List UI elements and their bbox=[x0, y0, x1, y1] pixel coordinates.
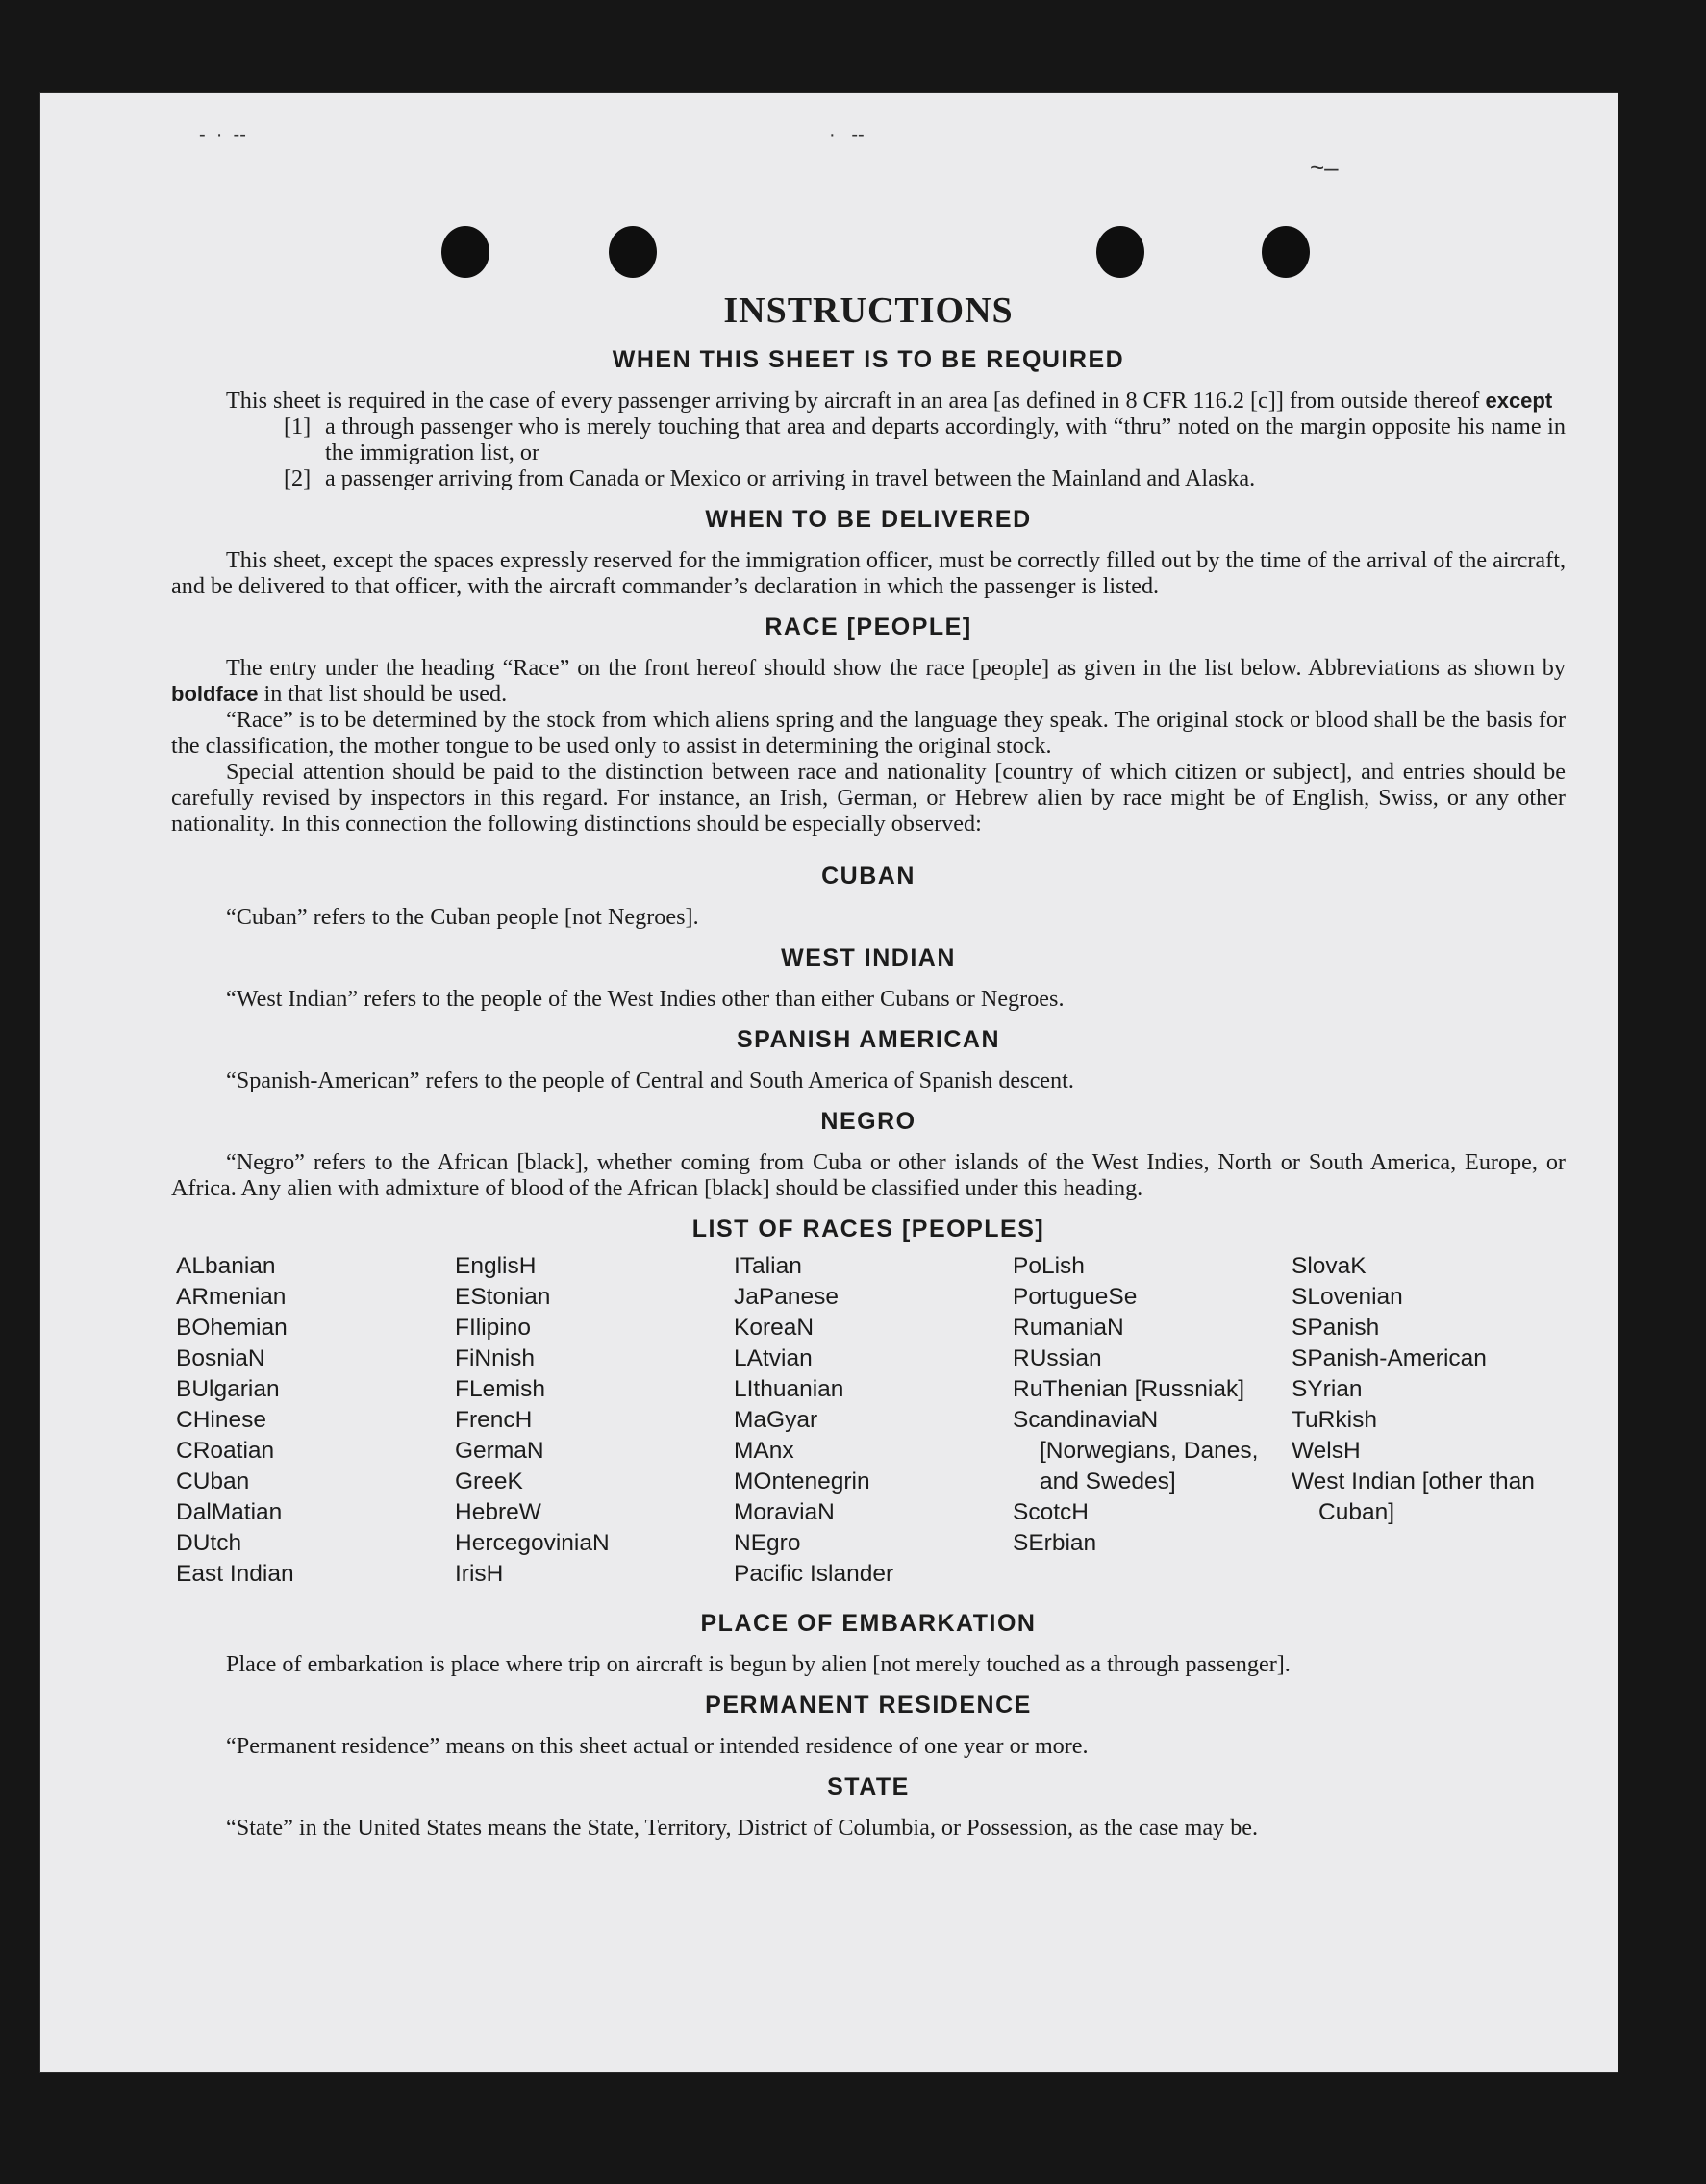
race-item: MaGyar bbox=[734, 1407, 818, 1433]
race-item: SLovenian bbox=[1292, 1284, 1403, 1310]
heading-west-indian: WEST INDIAN bbox=[781, 944, 956, 971]
item-number: [2] bbox=[284, 465, 312, 491]
list-item bbox=[284, 465, 1566, 491]
paragraph-race-2: “Race” is to be determined by the stock from which aliens spring and the language they speak. The original stock or blood shall be the basis for the classification, the mother tongue to be used only to assist in determining the original stock. bbox=[171, 707, 1566, 759]
race-item: HebreW bbox=[455, 1499, 541, 1525]
scan-speck: ‐ · -‐ bbox=[199, 124, 246, 145]
race-item: FiNnish bbox=[455, 1345, 536, 1371]
item-text: a through passenger who is merely touching that area and departs accordingly, with “thru” noted on the margin opposite his name in the immigration list, or bbox=[325, 414, 1566, 465]
race-item: SYrian bbox=[1292, 1376, 1363, 1402]
race-item: ScotcH bbox=[1013, 1499, 1089, 1525]
paragraph-when-required bbox=[171, 388, 1566, 414]
race-item: FIlipino bbox=[455, 1315, 531, 1341]
races-table bbox=[176, 1251, 1566, 1590]
race-item: DalMatian bbox=[176, 1499, 283, 1525]
race-item: MAnx bbox=[734, 1438, 794, 1464]
races-column bbox=[176, 1251, 455, 1590]
race-item: East Indian bbox=[176, 1561, 294, 1587]
race-item: MoraviaN bbox=[734, 1499, 835, 1525]
heading-list-of-races: LIST OF RACES [PEOPLES] bbox=[691, 1216, 1045, 1243]
heading-when-required: WHEN THIS SHEET IS TO BE REQUIRED bbox=[612, 346, 1125, 373]
heading-embarkation: PLACE OF EMBARKATION bbox=[700, 1610, 1037, 1637]
paragraph-permanent-residence: “Permanent residence” means on this sheet actual or intended residence of one year or more. bbox=[226, 1733, 1089, 1759]
races-column bbox=[455, 1251, 734, 1590]
race-item: KoreaN bbox=[734, 1315, 815, 1341]
heading-state: STATE bbox=[827, 1773, 910, 1800]
race-item: EStonian bbox=[455, 1284, 551, 1310]
paragraph-race-1 bbox=[171, 655, 1566, 707]
item-text: a passenger arriving from Canada or Mexico or arriving in travel between the Mainland and Alaska. bbox=[325, 465, 1256, 491]
race-item: FLemish bbox=[455, 1376, 545, 1402]
race-item: IrisH bbox=[455, 1561, 504, 1587]
race-item: RumaniaN bbox=[1013, 1315, 1124, 1341]
paragraph-spanish-american: “Spanish-American” refers to the people of Central and South America of Spanish descent. bbox=[226, 1067, 1074, 1093]
race-item: BosniaN bbox=[176, 1345, 265, 1371]
race-item: MOntenegrin bbox=[734, 1469, 870, 1494]
heading-race: RACE [PEOPLE] bbox=[765, 614, 972, 640]
races-column bbox=[1013, 1251, 1292, 1590]
race-item: SErbian bbox=[1013, 1530, 1097, 1556]
race-item: ARmenian bbox=[176, 1284, 287, 1310]
document-title: INSTRUCTIONS bbox=[723, 290, 1014, 331]
except-emphasis: except bbox=[1485, 389, 1553, 413]
race-item: ITalian bbox=[734, 1253, 802, 1279]
punch-hole bbox=[1096, 226, 1144, 278]
race-item: SPanish-American bbox=[1292, 1345, 1487, 1371]
race-item: ALbanian bbox=[176, 1253, 276, 1279]
boldface-emphasis: boldface bbox=[171, 682, 259, 706]
paragraph-race-3: Special attention should be paid to the distinction between race and nationality [country of which citizen or subject], and entries should be carefully revised by inspectors in this regard. For instance, an Irish, German, or Hebrew alien by race might be of English, Swiss, or any other nationality. In this connection the following distinctions should be especially observed: bbox=[171, 759, 1566, 837]
race-item: RUssian bbox=[1013, 1345, 1102, 1371]
race-item: LAtvian bbox=[734, 1345, 813, 1371]
heading-negro: NEGRO bbox=[820, 1108, 916, 1135]
race-p1-text: The entry under the heading “Race” on the front hereof should show the race [people] as given in the list below. Abbreviations as shown by bbox=[226, 655, 1566, 681]
races-column bbox=[1292, 1251, 1570, 1590]
race-item: Pacific Islander bbox=[734, 1561, 894, 1587]
item-number: [1] bbox=[284, 414, 312, 439]
punch-hole bbox=[441, 226, 489, 278]
race-item: JaPanese bbox=[734, 1284, 839, 1310]
heading-permanent-residence: PERMANENT RESIDENCE bbox=[705, 1692, 1032, 1719]
paragraph-state: “State” in the United States means the State, Territory, District of Columbia, or Possession, as the case may be. bbox=[226, 1815, 1259, 1841]
race-item: GreeK bbox=[455, 1469, 523, 1494]
race-item: CRoatian bbox=[176, 1438, 275, 1464]
when-required-intro: This sheet is required in the case of every passenger arriving by aircraft in an area [as defined in 8 CFR 116.2 [c]] from outside thereof bbox=[226, 388, 1480, 414]
race-p1-text-end: in that list should be used. bbox=[263, 681, 508, 707]
paragraph-embarkation: Place of embarkation is place where trip on aircraft is begun by alien [not merely touched as a through passenger]. bbox=[226, 1651, 1291, 1677]
punch-hole bbox=[609, 226, 657, 278]
race-item: CHinese bbox=[176, 1407, 266, 1433]
race-item: SlovaK bbox=[1292, 1253, 1367, 1279]
race-item: GermaN bbox=[455, 1438, 544, 1464]
races-column bbox=[734, 1251, 1013, 1590]
race-item: RuThenian [Russniak] bbox=[1013, 1376, 1245, 1402]
race-item: BOhemian bbox=[176, 1315, 288, 1341]
heading-when-delivered: WHEN TO BE DELIVERED bbox=[705, 506, 1032, 533]
race-item: FrencH bbox=[455, 1407, 533, 1433]
scan-speck: ~‒ bbox=[1310, 153, 1339, 182]
race-item: PoLish bbox=[1013, 1253, 1085, 1279]
paragraph-negro: “Negro” refers to the African [black], whether coming from Cuba or other islands of the West Indies, North or South America, Europe, or Africa. Any alien with admixture of blood of the African [black] should be classified under this heading. bbox=[171, 1149, 1566, 1201]
race-item: LIthuanian bbox=[734, 1376, 844, 1402]
race-item: PortugueSe bbox=[1013, 1284, 1138, 1310]
document-sheet bbox=[40, 93, 1618, 2072]
race-item: BUlgarian bbox=[176, 1376, 280, 1402]
race-item: West Indian [other than Cuban] bbox=[1292, 1469, 1535, 1525]
race-item: SPanish bbox=[1292, 1315, 1380, 1341]
paragraph-west-indian: “West Indian” refers to the people of the West Indies other than either Cubans or Negroes. bbox=[226, 986, 1065, 1012]
race-item: EnglisH bbox=[455, 1253, 537, 1279]
scan-speck: · -- bbox=[829, 124, 865, 145]
paragraph-when-delivered: This sheet, except the spaces expressly reserved for the immigration officer, must be correctly filled out by the time of the arrival of the aircraft, and be delivered to that officer, with the aircraft commander’s declaration in which the passenger is listed. bbox=[171, 547, 1566, 599]
race-item: NEgro bbox=[734, 1530, 801, 1556]
heading-cuban: CUBAN bbox=[821, 863, 916, 890]
instructions-content bbox=[171, 291, 1566, 1841]
race-item: DUtch bbox=[176, 1530, 242, 1556]
race-item: WelsH bbox=[1292, 1438, 1361, 1464]
race-item: CUban bbox=[176, 1469, 250, 1494]
heading-spanish-american: SPANISH AMERICAN bbox=[736, 1026, 1000, 1053]
punch-hole bbox=[1262, 226, 1310, 278]
paragraph-cuban: “Cuban” refers to the Cuban people [not Negroes]. bbox=[226, 904, 699, 930]
race-item: HercegoviniaN bbox=[455, 1530, 610, 1556]
race-item: ScandinaviaN [Norwegians, Danes, and Swedes] bbox=[1013, 1407, 1259, 1494]
race-item: TuRkish bbox=[1292, 1407, 1377, 1433]
list-item bbox=[284, 414, 1566, 465]
